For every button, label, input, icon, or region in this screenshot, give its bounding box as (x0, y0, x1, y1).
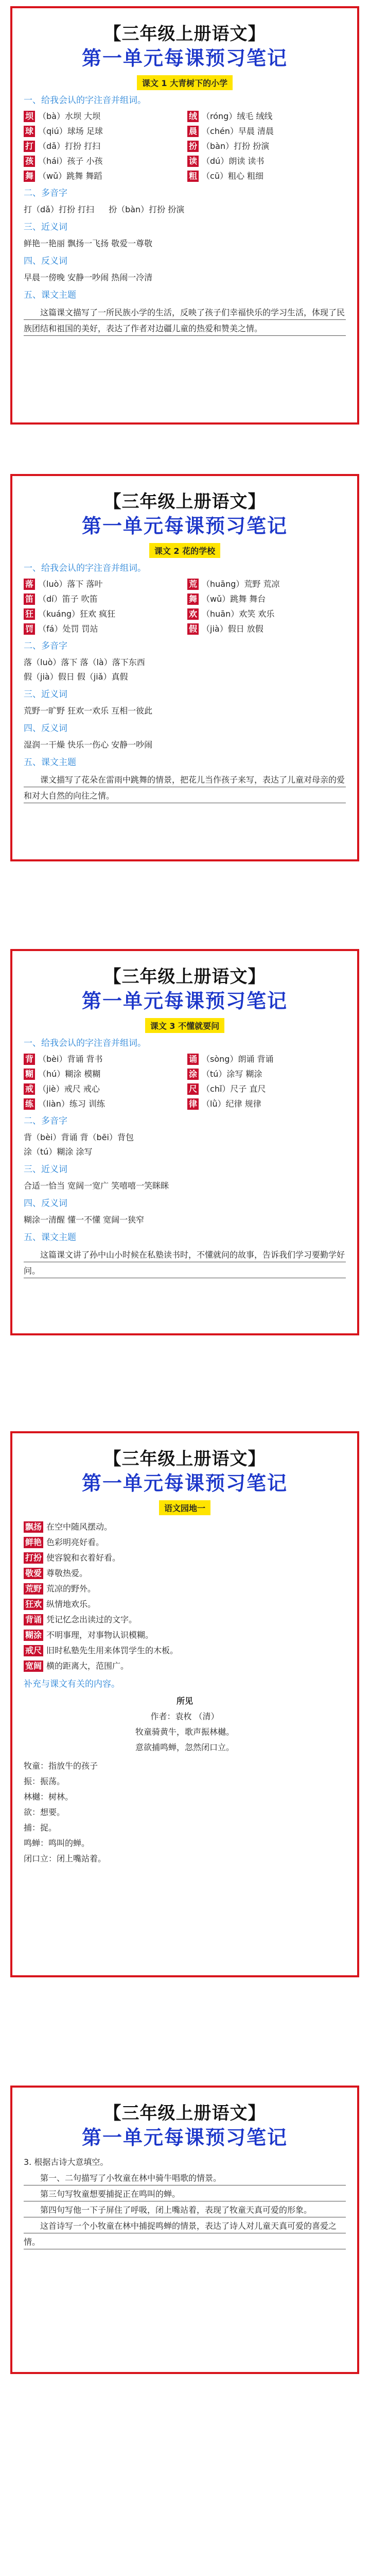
duoyin-row: 落（luò）落下 落（là）落下东西 (24, 657, 145, 667)
jinyi-row: 荒野一旷野 狂欢一欢乐 互相一彼此 (24, 706, 153, 716)
section-title: 三、近义词 (24, 222, 67, 232)
theme-paragraph: 这篇课文描写了一所民族小学的生活，反映了孩子们幸福快乐的学习生活，体现了民族团结和祖国的美好，表达了作者对边疆儿童的热爱和赞美之情。 (24, 304, 346, 336)
fanyi-row: 早晨一傍晚 安静一吵闹 热闹一冷清 (24, 273, 153, 282)
section-title: 五、课文主题 (24, 1232, 76, 1243)
card-grade-title: 【三年级上册语文】 (103, 2103, 266, 2124)
poem-line: 牧童骑黄牛，歌声振林樾。 (135, 1727, 235, 1737)
section-title: 五、课文主题 (24, 290, 76, 300)
char-item: 律 （lǜ）纪律 规律 (187, 1097, 346, 1111)
card-grade-title: 【三年级上册语文】 (103, 492, 266, 512)
char-item: 舞 （wǔ）跳舞 舞蹈 (24, 170, 182, 183)
card-grade-title: 【三年级上册语文】 (103, 967, 266, 987)
theme-paragraph: 这篇课文讲了孙中山小时候在私塾读书时，不懂就问的故事，告诉我们学习要勤学好问。 (24, 1247, 346, 1279)
lesson-card-1 (10, 6, 359, 425)
section-title: 二、多音字 (24, 1116, 67, 1126)
section-title: 一、给我会认的字注音并组词。 (24, 95, 146, 106)
word-item: 背诵 凭记忆念出读过的文字。 (24, 1612, 346, 1628)
meaning-item: 捕：捉。 (24, 1823, 57, 1833)
card-unit-title: 第一单元每课预习笔记 (81, 47, 288, 70)
note-line: 这首诗写一个小牧童在林中捕捉鸣蝉的情景，表达了诗人对儿童天真可爱的喜爱之情。 (24, 2218, 346, 2250)
word-item: 戒尺 旧时私塾先生用来体罚学生的木板。 (24, 1643, 346, 1658)
char-item: 假 （jià）假日 放假 (187, 622, 346, 636)
poem-author: 作者：袁枚 （清） (150, 1711, 219, 1721)
duoyin-row: 背（bèi）背诵 背（bēi）背包 (24, 1132, 134, 1142)
char-item: 落 （luò）落下 落叶 (24, 578, 182, 591)
fanyi-row: 湿润一干燥 快乐一伤心 安静一吵闹 (24, 740, 153, 750)
card-unit-title: 第一单元每课预习笔记 (81, 2126, 288, 2149)
char-item: 糊 （hú）糊涂 模糊 (24, 1067, 182, 1081)
poem-line: 意欲捕鸣蝉，忽然闭口立。 (135, 1742, 235, 1752)
section-title: 一、给我会认的字注音并组词。 (24, 563, 146, 573)
char-item: 坝 （bà）水坝 大坝 (24, 110, 182, 123)
section-title: 一、给我会认的字注音并组词。 (24, 1038, 146, 1048)
card-unit-title: 第一单元每课预习笔记 (81, 990, 288, 1012)
meaning-list (24, 1758, 346, 1867)
char-item: 练 （liàn）练习 训练 (24, 1097, 182, 1111)
lesson-1-title: 课文 1 大青树下的小学 (137, 75, 233, 90)
duoyin-row: 涂（tú）糊涂 涂写 (24, 1147, 93, 1157)
section-title: 五、课文主题 (24, 757, 76, 768)
word-item: 糊涂 不明事理，对事物认识模糊。 (24, 1628, 346, 1643)
char-item: 狂 （kuáng）狂欢 疯狂 (24, 607, 182, 621)
poem-title: 所见 (176, 1696, 193, 1706)
meaning-item: 闭口立：闭上嘴站着。 (24, 1854, 107, 1863)
char-item: 荒 （huāng）荒野 荒凉 (187, 578, 346, 591)
section-title: 二、多音字 (24, 188, 67, 198)
fanyi-row: 糊涂一清醒 懂一不懂 宽阔一狭窄 (24, 1215, 145, 1225)
section-title: 三、近义词 (24, 689, 67, 700)
char-grid (24, 578, 346, 636)
char-item: 涂 （tú）涂写 糊涂 (187, 1067, 346, 1081)
char-item: 笛 （dí）笛子 吹笛 (24, 592, 182, 606)
note-line: 第四句写他一下子屏住了呼吸，闭上嘴站着，表现了牧童天真可爱的形象。 (24, 2202, 346, 2218)
char-item: 诵 （sòng）朗诵 背诵 (187, 1053, 346, 1066)
section-title: 四、反义词 (24, 256, 67, 266)
char-item: 欢 （huān）欢笑 欢乐 (187, 607, 346, 621)
char-item: 打 （dǎ）打扮 打扫 (24, 140, 182, 153)
char-item: 晨 （chén）早晨 清晨 (187, 125, 346, 138)
section-title: 四、反义词 (24, 1198, 67, 1209)
char-item: 读 （dú）朗读 读书 (187, 155, 346, 168)
meaning-item: 欲：想要。 (24, 1807, 65, 1817)
word-item: 打扮 使容貌和衣着好看。 (24, 1550, 346, 1566)
meaning-item: 林樾：树林。 (24, 1792, 74, 1802)
note-line: 3. 根据古诗大意填空。 (24, 2157, 109, 2167)
word-item: 荒野 荒凉的野外。 (24, 1581, 346, 1597)
lesson-card-4 (10, 1431, 359, 1977)
char-item: 孩 （hái）孩子 小孩 (24, 155, 182, 168)
lesson-card-5 (10, 2086, 359, 2374)
meaning-item: 鸣蝉：鸣叫的蝉。 (24, 1838, 90, 1848)
word-list (24, 1519, 346, 1674)
char-grid (24, 110, 346, 183)
word-item: 飘扬 在空中随风摆动。 (24, 1519, 346, 1535)
char-item: 罚 （fá）处罚 罚站 (24, 622, 182, 636)
char-item: 扮 （bàn）打扮 扮演 (187, 140, 346, 153)
lesson-4-title: 语文园地一 (159, 1500, 210, 1515)
lesson-2-title: 课文 2 花的学校 (149, 543, 220, 558)
lesson-card-2 (10, 474, 359, 861)
char-grid (24, 1053, 346, 1111)
section-title: 补充与课文有关的内容。 (24, 1679, 120, 1689)
section-title: 二、多音字 (24, 641, 67, 651)
word-item: 宽阔 横的距离大，范围广。 (24, 1658, 346, 1674)
card-grade-title: 【三年级上册语文】 (103, 24, 266, 44)
jinyi-row: 合适一恰当 宽阔一宽广 笑嘻嘻一笑眯眯 (24, 1181, 169, 1191)
char-item: 球 （qiú）球场 足球 (24, 125, 182, 138)
jinyi-row: 鲜艳一艳丽 飘扬一飞扬 敬爱一尊敬 (24, 239, 153, 248)
char-item: 尺 （chǐ）尺子 直尺 (187, 1082, 346, 1096)
note-line: 第三句写牧童想要捕捉正在鸣叫的蝉。 (24, 2186, 346, 2202)
word-item: 狂欢 纵情地欢乐。 (24, 1597, 346, 1612)
meaning-item: 振：振荡。 (24, 1776, 65, 1786)
char-item: 绒 （róng）绒毛 绒线 (187, 110, 346, 123)
card-grade-title: 【三年级上册语文】 (103, 1449, 266, 1469)
card-unit-title: 第一单元每课预习笔记 (81, 1472, 288, 1495)
note-line: 第一、二句描写了小牧童在林中骑牛唱歌的情景。 (24, 2170, 346, 2186)
char-item: 舞 （wǔ）跳舞 舞台 (187, 592, 346, 606)
char-item: 背 （bèi）背诵 背书 (24, 1053, 182, 1066)
lesson-3-title: 课文 3 不懂就要问 (145, 1018, 224, 1033)
section-title: 四、反义词 (24, 723, 67, 734)
duoyin-row: 假（jià）假日 假（jiǎ）真假 (24, 672, 128, 682)
card-unit-title: 第一单元每课预习笔记 (81, 515, 288, 537)
word-item: 敬爱 尊敬热爱。 (24, 1566, 346, 1581)
meaning-item: 牧童：指放牛的孩子 (24, 1761, 98, 1771)
word-item: 鲜艳 色彩明亮好看。 (24, 1535, 346, 1550)
char-item: 粗 （cū）粗心 粗细 (187, 170, 346, 183)
theme-paragraph: 课文描写了花朵在雷雨中跳舞的情景，把花儿当作孩子来写，表达了儿童对母亲的爱和对大自然的向往之情。 (24, 772, 346, 804)
section-title: 三、近义词 (24, 1164, 67, 1175)
duoyin-row: 打（dǎ）打扮 打扫 扮（bàn）打扮 扮演 (24, 205, 185, 214)
char-item: 戒 （jiè）戒尺 戒心 (24, 1082, 182, 1096)
lesson-card-3 (10, 949, 359, 1335)
